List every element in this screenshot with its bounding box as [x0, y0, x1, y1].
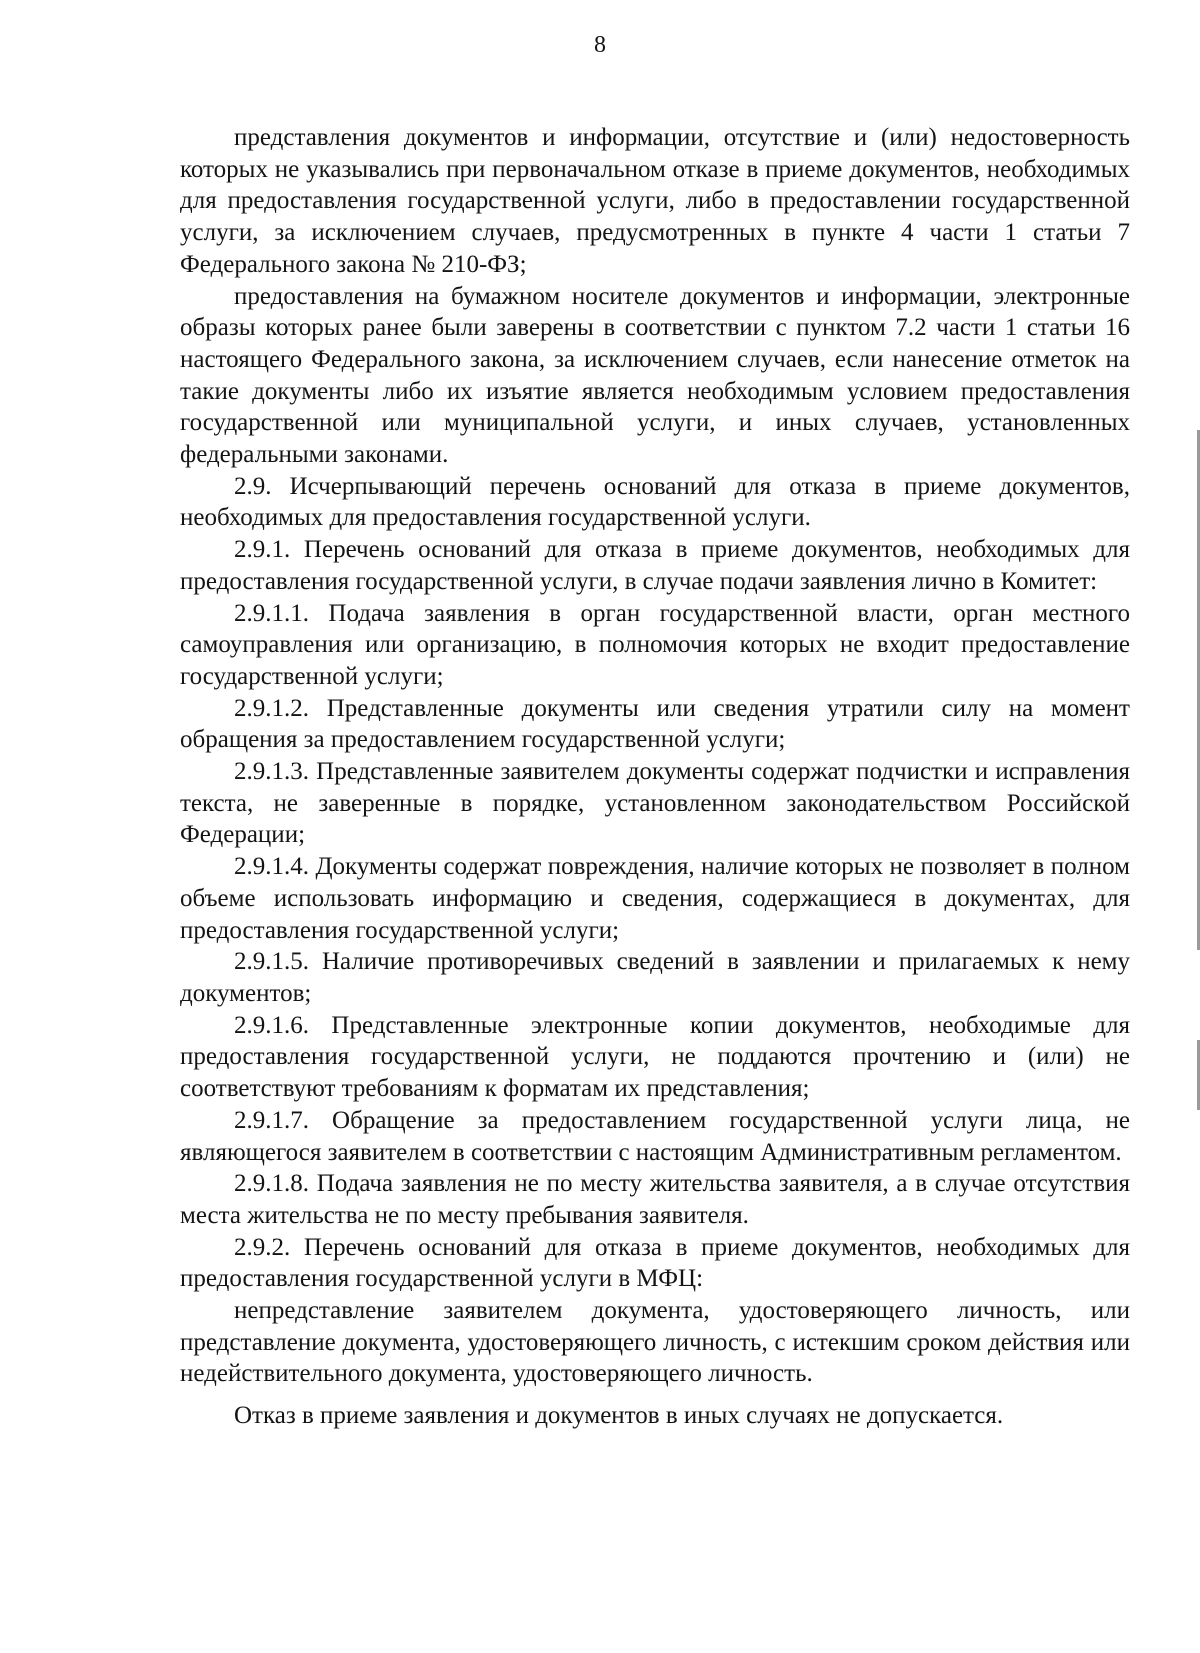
paragraph-2-9: 2.9. Исчерпывающий перечень оснований для отказа в приеме документов, необходимых для предоставления государственной услуги.: [180, 472, 1130, 532]
paragraph-continuation-info: представления документов и информации, отсутствие и (или) недостоверность которых не указывались при первоначальном отказе в приеме документов, необходимых для предоставления государственной услуги, либо в предоставлении государственной услуги, за исключением случаев, предусмотренных в пункте 4 части 1 статьи 7 Федерального закона № 210-ФЗ;: [180, 124, 1130, 278]
document-body: [180, 122, 1130, 1432]
page-number: 8: [594, 32, 606, 58]
paragraph-2-9-1-5: 2.9.1.5. Наличие противоречивых сведений в заявлении и прилагаемых к нему документов;: [180, 948, 1130, 1007]
paragraph-2-9-1-8: 2.9.1.8. Подача заявления не по месту жительства заявителя, а в случае отсутствия места жительства не по месту пребывания заявителя.: [180, 1170, 1130, 1229]
paragraph-2-9-1: 2.9.1. Перечень оснований для отказа в приеме документов, необходимых для предоставления государственной услуги, в случае подачи заявления лично в Комитет:: [180, 536, 1130, 595]
paragraph-2-9-1-2: 2.9.1.2. Представленные документы или сведения утратили силу на момент обращения за предоставлением государственной услуги;: [180, 694, 1130, 754]
paragraph-paper-documents: предоставления на бумажном носителе документов и информации, электронные образы которых ранее были заверены в соответствии с пунктом 7.2 части 1 статьи 16 настоящего Федерального закона, за исключением случаев, если нанесение отметок на такие документы либо их изъятие является необходимым условием предоставления государственной или муниципальной услуги, и иных случаев, установленных федеральными законами.: [180, 282, 1130, 469]
paragraph-2-9-2: 2.9.2. Перечень оснований для отказа в приеме документов, необходимых для предоставления государственной услуги в МФЦ:: [180, 1233, 1130, 1293]
paragraph-2-9-1-3: 2.9.1.3. Представленные заявителем документы содержат подчистки и исправления текста, не заверенные в порядке, установленном законодательством Российской Федерации;: [180, 758, 1130, 849]
paragraph-refusal-not-allowed: Отказ в приеме заявления и документов в иных случаях не допускается.: [234, 1402, 1004, 1430]
paragraph-2-9-1-4: 2.9.1.4. Документы содержат повреждения, наличие которых не позволяет в полном объеме использовать информацию и сведения, содержащиеся в документах, для предоставления государственной услуги;: [180, 853, 1130, 944]
paragraph-2-9-1-1: 2.9.1.1. Подача заявления в орган государственной власти, орган местного самоуправления или организацию, в полномочия которых не входит предоставление государственной услуги;: [180, 599, 1130, 690]
paragraph-mfc-grounds: непредставление заявителем документа, удостоверяющего личность, или представление документа, удостоверяющего личность, с истекшим сроком действия или недействительного документа, удостоверяющего личность.: [180, 1297, 1130, 1388]
paragraph-2-9-1-7: 2.9.1.7. Обращение за предоставлением государственной услуги лица, не являющегося заявителем в соответствии с настоящим Административным регламентом.: [180, 1106, 1130, 1166]
paragraph-2-9-1-6: 2.9.1.6. Представленные электронные копии документов, необходимые для предоставления государственной услуги, не поддаются прочтению и (или) не соответствуют требованиям к форматам их представления;: [180, 1011, 1130, 1103]
